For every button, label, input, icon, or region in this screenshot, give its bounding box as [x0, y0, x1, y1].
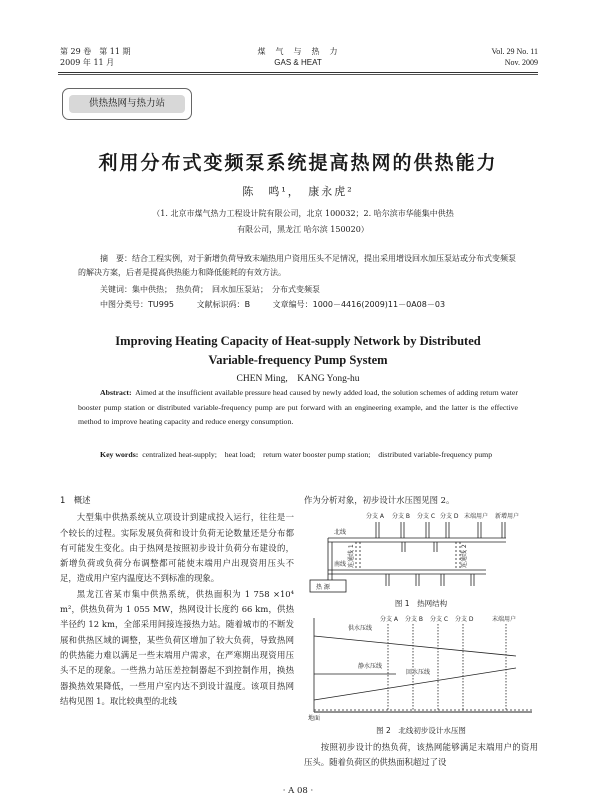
header-vol-no-en: Vol. 29 No. 11 Nov. 2009 [491, 47, 538, 67]
keywords-cn: 关键词：集中供热； 热负荷； 回水加压泵站； 分布式变频泵 [100, 285, 320, 294]
fig1-north-line: 北线 [334, 529, 347, 536]
page-number: · A 08 · [282, 786, 314, 796]
figure-1-caption: 图 1 热网结构 [394, 599, 448, 608]
left-column [60, 493, 294, 709]
fig2-branch-c: 分支 C [430, 616, 449, 623]
fig1-south-line: 南线 [334, 561, 347, 568]
abstract-cn-text: 结合工程实例，对于新增负荷导致末端热用户资用压头不足情况，提出采用增设回水加压泵站或分布式变频泵的解决方案，后者是提高供热能力和降低能耗的有效方法。 [78, 254, 516, 277]
fig1-branch-b: 分支 B [392, 513, 411, 520]
keywords-en: Key words: centralized heat-supply; heat load; return water booster pump station; distributed variable-frequency pump [100, 450, 493, 459]
fig2-supply-line: 供水压线 [348, 625, 373, 632]
header-rule [58, 72, 538, 73]
fig1-heat-source: 热 源 [316, 584, 330, 591]
right-column-intro: 作为分析对象，初步设计水压图见图 2。 [304, 495, 455, 505]
section-1-heading: 1 概述 [60, 495, 91, 505]
figure-2-pressure-diagram [306, 612, 536, 724]
affiliations: （1. 北京市煤气热力工程设计院有限公司，北京 100032；2. 哈尔滨市华能集中供热 有限公司，黑龙江 哈尔滨 150020） [152, 209, 454, 234]
figure-1-network-diagram [306, 510, 536, 596]
header-volume-issue: 第 29 卷 第 11 期 2009 年 11 月 [60, 47, 131, 67]
fig2-end-user: 末端用户 [492, 616, 517, 623]
paragraph: 按照初步设计的热负荷，该热网能够满足末端用户的资用压头。随着负荷区的供热面积超过了设 [304, 742, 538, 768]
fig1-end-user: 末端用户 [464, 513, 489, 520]
abstract-cn [78, 252, 518, 280]
paragraph: 黑龙江省某市集中供热系统，供热面积为 1 758 ×10⁴ m²，供热负荷为 1 055 MW，热网设计长度约 66 km，供热半径约 12 km，全部采用间接连接热力站。随着城市的不断发展和供热区域的调整，某些负荷区增加了较大负荷，导致热网的供热能力难以满足一些末端用户需求，在严寒期出现资用压头不足的现象。一些热力站压差控制器起不到控制作用，换热器换热效果降低，一些用户室内达不到设计温度。该项目热网结构见图 1。取比较典型的北线 [60, 588, 294, 706]
fig2-branch-b: 分支 B [405, 616, 424, 623]
paper-title-cn: 利用分布式变频泵系统提高热网的供热能力 [98, 152, 498, 174]
section-tag-label: 供热热网与热力站 [69, 95, 185, 113]
fig1-loop-2: 连通线 2 [461, 544, 468, 568]
authors-cn: 陈 鸣¹， 康永虎² [242, 185, 354, 198]
section-tag [62, 88, 192, 120]
fig1-branch-c: 分支 C [417, 513, 436, 520]
paper-title-en: Improving Heating Capacity of Heat-supply Network by Distributed Variable-frequency Pump System [115, 334, 481, 367]
paragraph: 大型集中供热系统从立项设计到建成投入运行，往往是一个较长的过程。实际发展负荷和设计负荷无论数量还是分布都有可能发生变化。由于热网是按照初步设计负荷分布建设的，新增负荷或负荷分布调整都可能使末端用户出现资用压头不足，造成用户室内温度达不到标准的现象。 [60, 512, 294, 584]
fig2-ground: 地面 [308, 715, 321, 722]
classification-line: 中图分类号：TU995 文献标识码：B 文章编号：1000－4416(2009)11－0A08－03 [100, 300, 446, 309]
header-journal-name: 煤 气 与 热 力 GAS & HEAT [257, 47, 339, 67]
fig2-branch-a: 分支 A [380, 616, 399, 623]
header-rule-thin [58, 74, 538, 75]
figure-2-caption: 图 2 北线初步设计水压图 [376, 726, 466, 735]
fig1-branch-d: 分支 D [440, 513, 459, 520]
abstract-cn-label: 摘 要： [100, 254, 132, 263]
fig2-static-line: 静水压线 [358, 663, 383, 670]
fig1-branch-a: 分支 A [366, 513, 385, 520]
fig1-new-user: 新增用户 [495, 513, 520, 520]
fig2-return-line: 回水压线 [406, 669, 431, 676]
fig2-branch-d: 分支 D [455, 616, 474, 623]
abstract-en: Abstract: Aimed at the insufficient available pressure head caused by newly added load, the solution schemes of adding return water booster pump station or distributed variable-frequency pump are put forward with an engineering example, and the latter is the effective method to improve heating capacity and reduce energy consumption. [78, 388, 518, 426]
right-column-continued [304, 740, 538, 771]
fig1-loop-1: 连通线 1 [348, 544, 355, 568]
authors-en: CHEN Ming, KANG Yong-hu [236, 374, 360, 384]
